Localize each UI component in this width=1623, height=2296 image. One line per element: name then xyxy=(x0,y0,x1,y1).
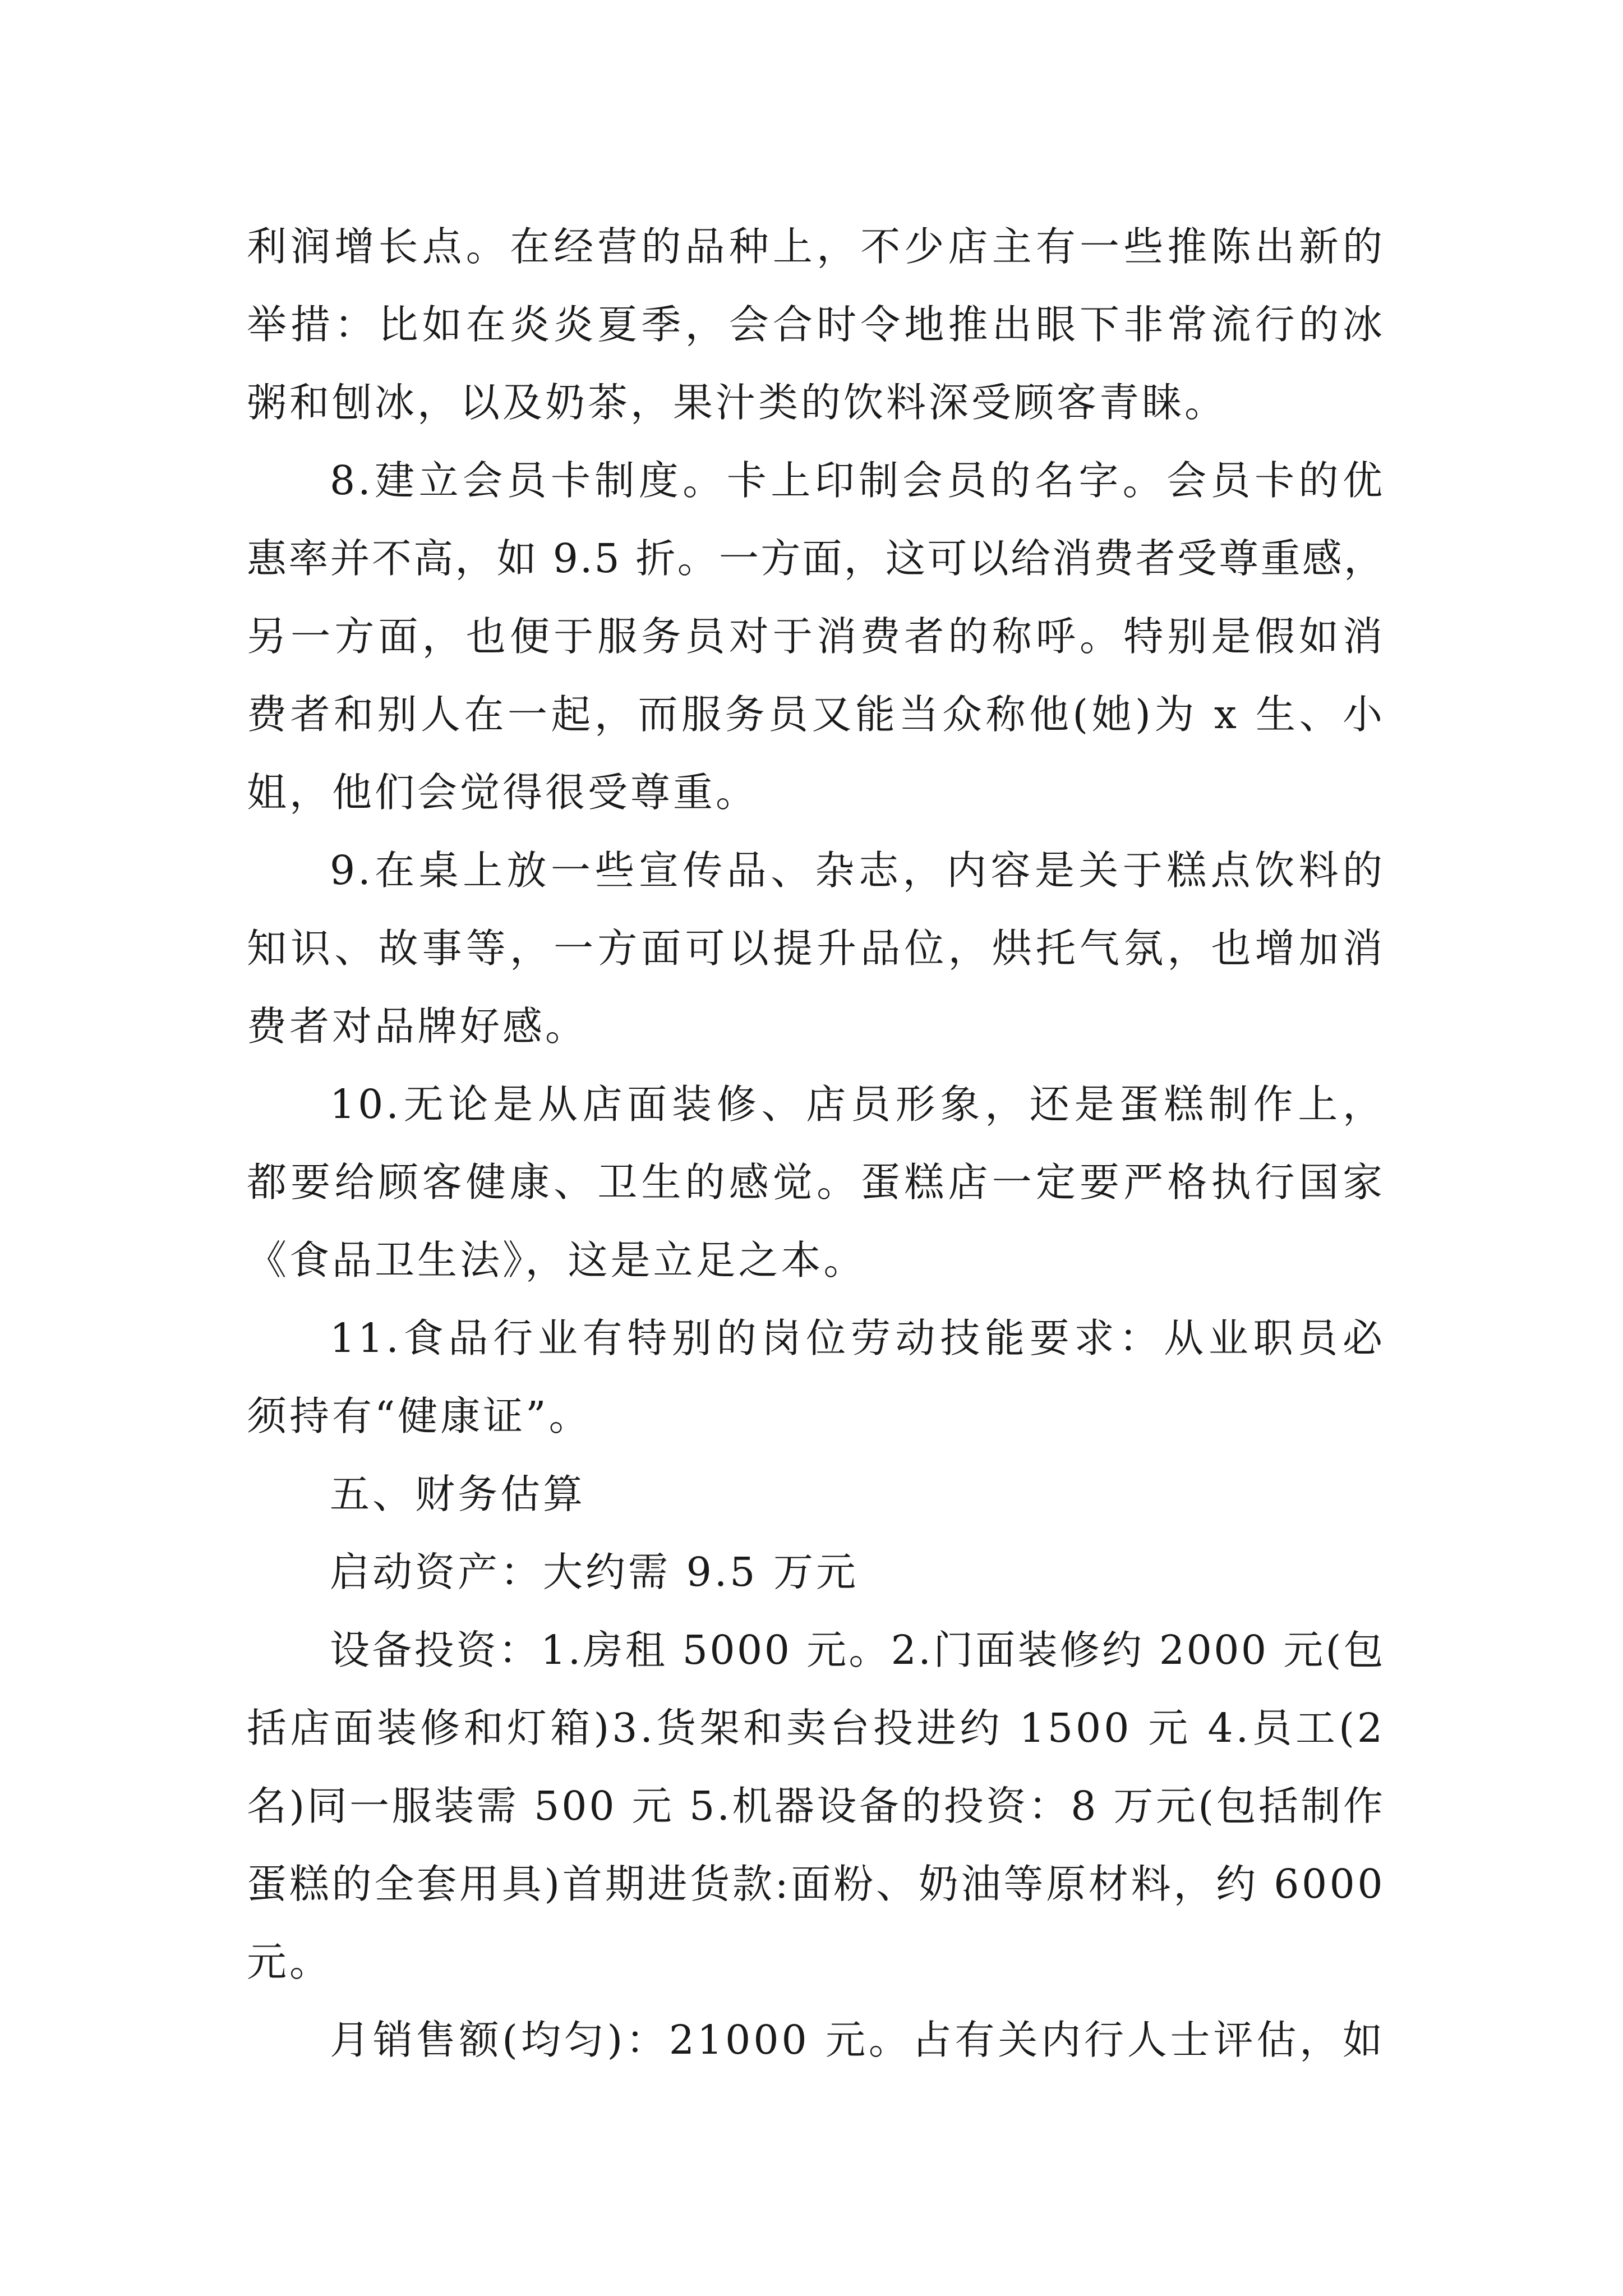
text-line: 启动资产：大约需 9.5 万元 xyxy=(330,1549,859,1595)
text-line: 《食品卫生法》，这是立足之本。 xyxy=(247,1237,866,1283)
text-line: 10.无论是从店面装修、店员形象，还是蛋糕制作上， xyxy=(330,1081,1385,1128)
document-body xyxy=(247,208,1385,2079)
text-line: 姐，他们会觉得很受尊重。 xyxy=(247,769,759,816)
text-line: 粥和刨冰，以及奶茶，果汁类的饮料深受顾客青睐。 xyxy=(247,379,1228,426)
text-line: 设备投资：1.房租 5000 元。2.门面装修约 2000 元(包 xyxy=(330,1627,1385,1673)
text-line: 蛋糕的全套用具)首期进货款:面粉、奶油等原材料，约 6000 xyxy=(247,1861,1385,1907)
text-line: 须持有“健康证”。 xyxy=(247,1393,592,1439)
text-line: 元。 xyxy=(247,1939,333,1985)
text-line: 惠率并不高，如 9.5 折。一方面，这可以给消费者受尊重感， xyxy=(247,535,1385,582)
text-line: 利润增长点。在经营的品种上，不少店主有一些推陈出新的 xyxy=(247,223,1385,270)
section-heading: 五、财务估算 xyxy=(330,1471,586,1517)
text-line: 知识、故事等，一方面可以提升品位，烘托气氛，也增加消 xyxy=(247,925,1385,972)
text-line: 8.建立会员卡制度。卡上印制会员的名字。会员卡的优 xyxy=(330,457,1385,504)
text-line: 月销售额(均匀)：21000 元。占有关内行人士评估，如 xyxy=(330,2017,1385,2063)
text-line: 费者对品牌好感。 xyxy=(247,1003,588,1050)
text-line: 都要给顾客健康、卫生的感觉。蛋糕店一定要严格执行国家 xyxy=(247,1159,1385,1205)
text-line: 括店面装修和灯箱)3.货架和卖台投进约 1500 元 4.员工(2 xyxy=(247,1705,1385,1751)
text-line: 9.在桌上放一些宣传品、杂志，内容是关于糕点饮料的 xyxy=(330,847,1385,894)
text-line: 名)同一服装需 500 元 5.机器设备的投资：8 万元(包括制作 xyxy=(247,1783,1385,1829)
text-line: 11.食品行业有特别的岗位劳动技能要求：从业职员必 xyxy=(330,1315,1385,1361)
text-line: 举措：比如在炎炎夏季，会合时令地推出眼下非常流行的冰 xyxy=(247,301,1385,348)
text-line: 另一方面，也便于服务员对于消费者的称呼。特别是假如消 xyxy=(247,613,1385,660)
text-line: 费者和别人在一起，而服务员又能当众称他(她)为 x 生、小 xyxy=(247,691,1385,738)
